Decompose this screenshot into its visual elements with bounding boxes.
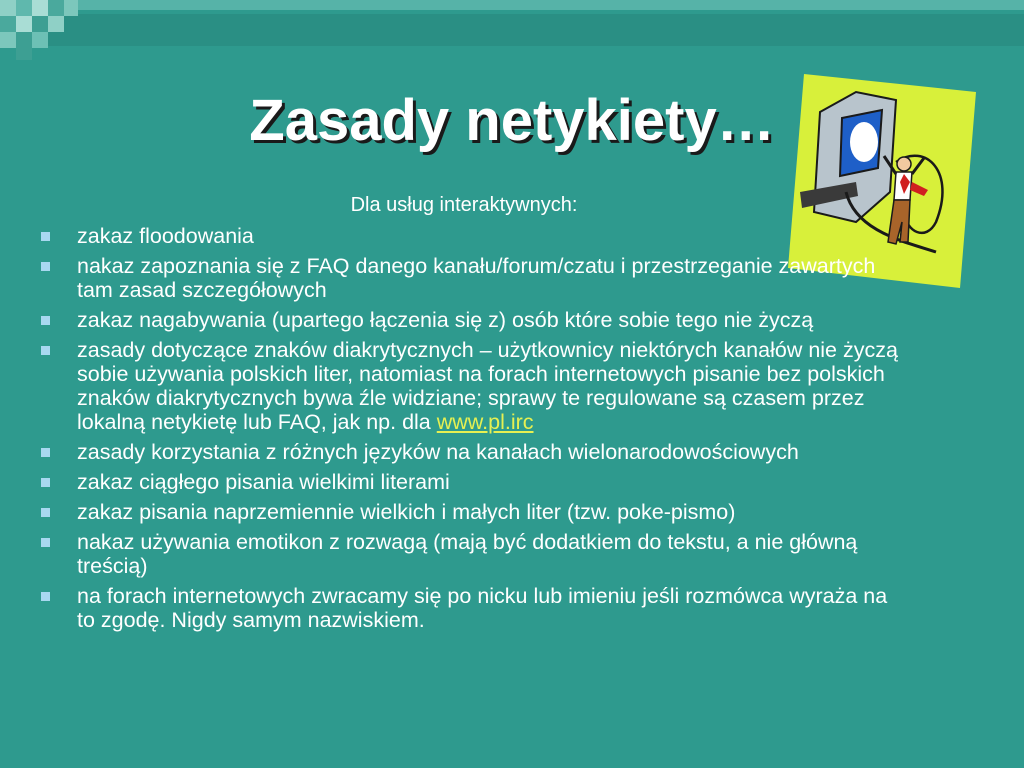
square-bullet-icon: [41, 346, 50, 355]
slide-subtitle: Dla usług interaktywnych:: [350, 194, 578, 216]
bullet-text: zakaz floodowania: [77, 224, 254, 248]
bullet-text: zakaz ciągłego pisania wielkimi literami: [77, 470, 450, 494]
square-bullet-icon: [41, 448, 50, 457]
bullet-text: na forach internetowych zwracamy się po nicku lub imieniu jeśli rozmówca wyraża na to zgodę. Nigdy samym nazwiskiem.: [77, 584, 888, 632]
bullet-text: zakaz pisania naprzemiennie wielkich i małych liter (tzw. poke-pismo): [77, 500, 736, 524]
list-item: [0, 338, 900, 434]
square-bullet-icon: [41, 232, 50, 241]
bullet-text: zakaz nagabywania (upartego łączenia się z) osób które sobie tego nie życzą: [77, 308, 814, 332]
bullet-text: nakaz używania emotikon z rozwagą (mają być dodatkiem do tekstu, a nie główną treścią): [77, 530, 858, 578]
square-bullet-icon: [41, 508, 50, 517]
slide-title: Zasady netykiety…: [249, 88, 775, 153]
bullet-list: [0, 224, 900, 638]
list-item: [0, 584, 900, 632]
corner-decoration: [0, 0, 1024, 60]
list-item: [0, 308, 900, 332]
bullet-text: zasady korzystania z różnych języków na kanałach wielonarodowościowych: [77, 440, 799, 464]
pl-irc-link[interactable]: www.pl.irc: [436, 410, 534, 434]
list-item: [0, 224, 900, 248]
bullet-text: zasady dotyczące znaków diakrytycznych – użytkownicy niektórych kanałów nie życzą sobie używania polskich liter, natomiast na forach internetowych pisanie bez polskich znaków diakrytycznych bywa źle widziane; sprawy te regulowane są czasem przez lokalną netykietę lub FAQ, jak np. dla: [77, 338, 898, 434]
list-item: [0, 254, 900, 302]
square-bullet-icon: [41, 262, 50, 271]
list-item: [0, 530, 900, 578]
square-bullet-icon: [41, 538, 50, 547]
square-bullet-icon: [41, 316, 50, 325]
list-item: [0, 470, 900, 494]
square-bullet-icon: [41, 592, 50, 601]
list-item: [0, 440, 900, 464]
square-bullet-icon: [41, 478, 50, 487]
list-item: [0, 500, 900, 524]
bullet-text: nakaz zapoznania się z FAQ danego kanału/forum/czatu i przestrzeganie zawartych tam zasad szczegółowych: [77, 254, 876, 302]
